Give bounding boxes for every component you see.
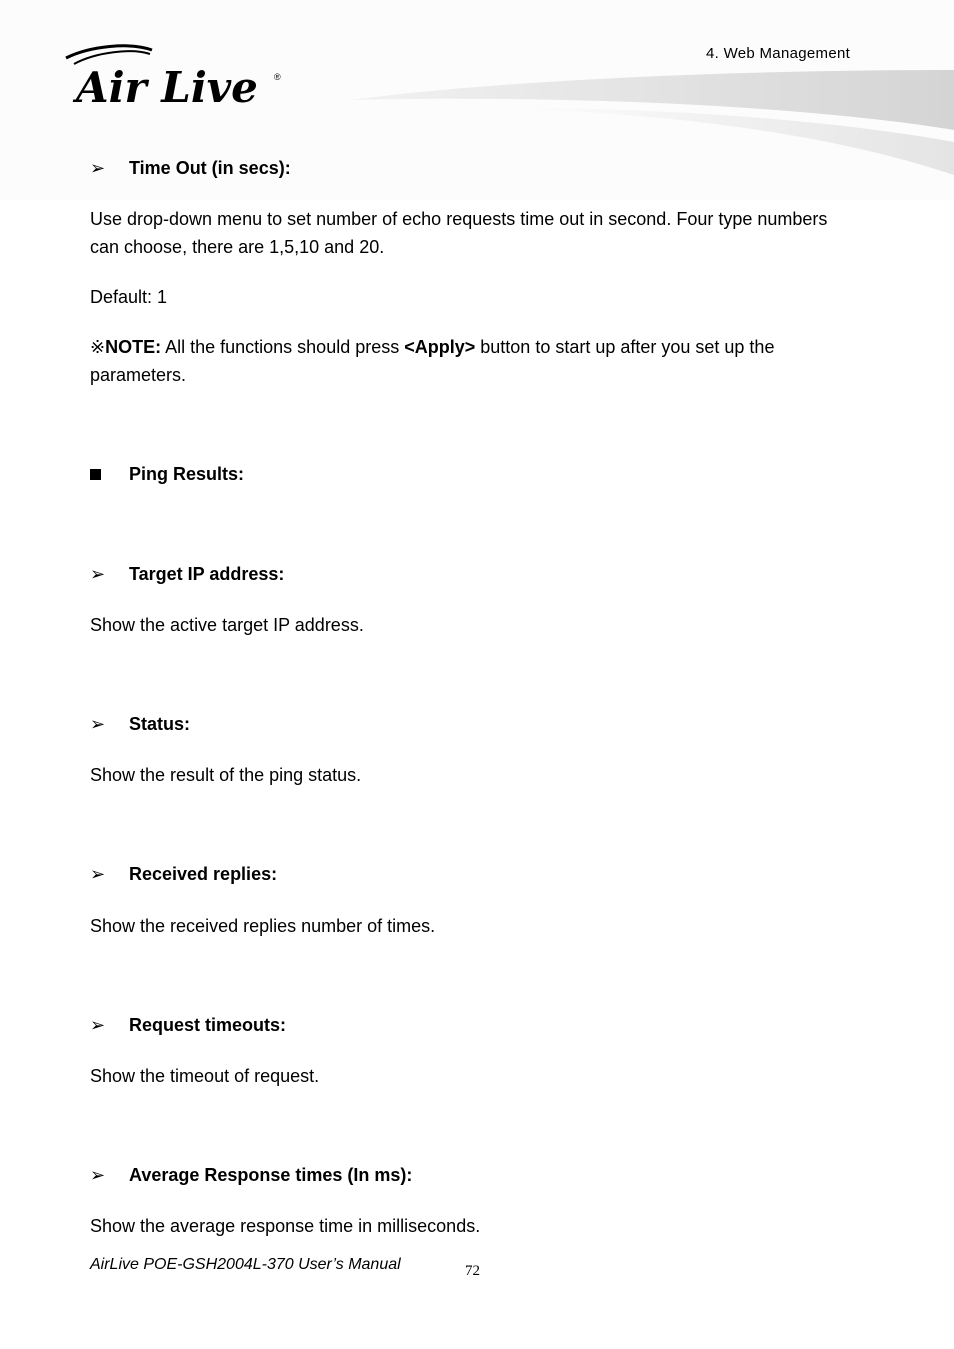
timeout-default: Default: 1 [90,287,168,307]
arrow-bullet-icon: ➢ [90,1015,106,1035]
svg-text:Air Live: Air Live [76,63,258,110]
chapter-title: 4. Web Management [706,45,851,62]
airlive-logo [60,40,290,110]
arrow-bullet-icon: ➢ [90,158,106,178]
note-symbol: ※ [90,337,106,357]
apply-reference: <Apply> [404,337,476,357]
footer-manual-title: AirLive POE-GSH2004L-370 User’s Manual [90,1256,401,1273]
svg-text:®: ® [274,72,281,82]
target-ip-description: Show the active target IP address. [90,615,364,635]
received-replies-description: Show the received replies number of times. [90,916,436,936]
arrow-bullet-icon: ➢ [90,864,106,884]
arrow-bullet-icon: ➢ [90,564,106,584]
timeout-description: Use drop-down menu to set number of echo requests time out in second. Four type numbers can choose, there are 1,5,10 and 20. [90,209,828,257]
page-number: 72 [465,1263,480,1279]
square-bullet-icon [90,464,110,485]
note-paragraph: ※NOTE: All the functions should press <Apply> button to start up after you set up the parameters. [90,337,775,385]
average-response-description: Show the average response time in milliseconds. [90,1216,481,1236]
note-label: NOTE: [105,337,162,357]
request-timeouts-description: Show the timeout of request. [90,1066,320,1086]
arrow-bullet-icon: ➢ [90,1165,106,1185]
status-description: Show the result of the ping status. [90,765,362,785]
arrow-bullet-icon: ➢ [90,714,106,734]
